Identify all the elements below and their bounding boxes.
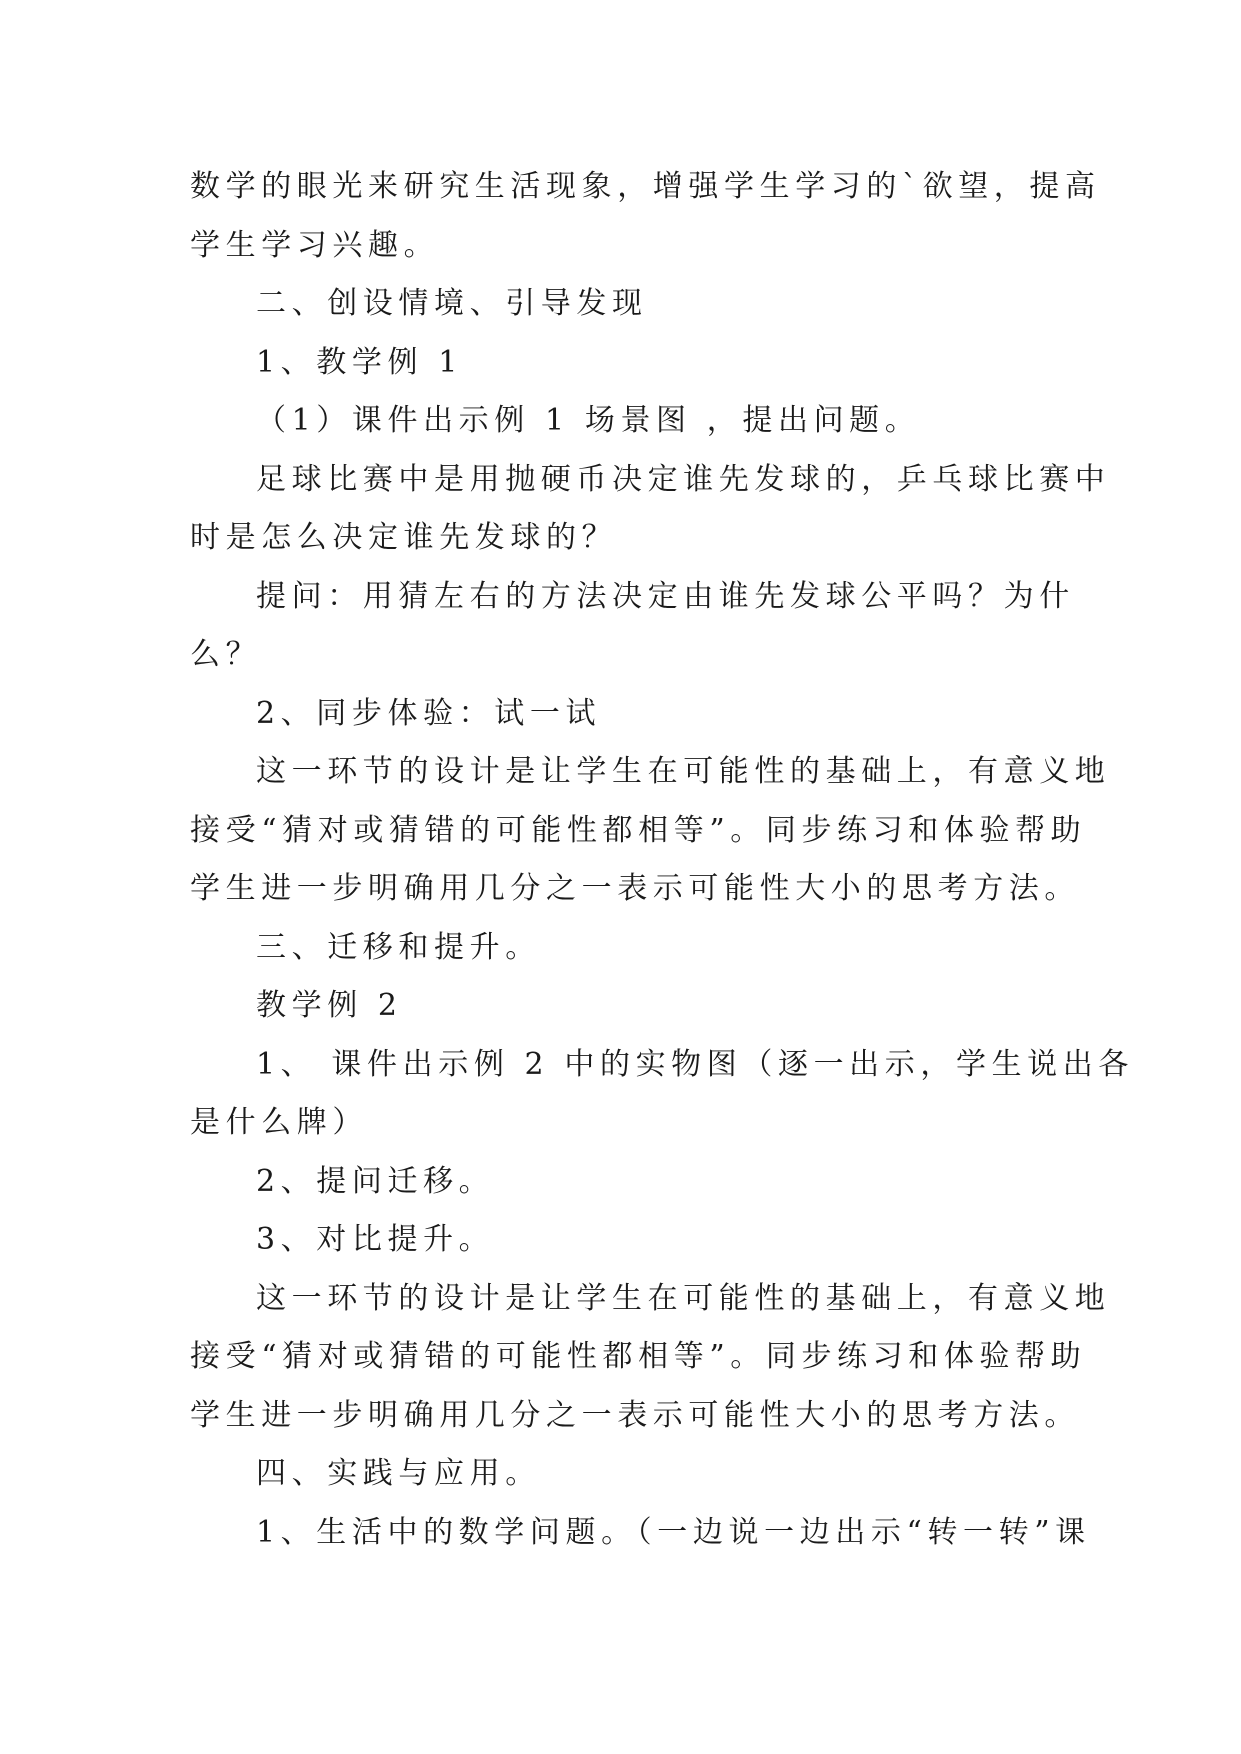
list-item: 1、生活中的数学问题。（一边说一边出示“转一转”课: [256, 1514, 1091, 1550]
document-body: [190, 158, 1134, 1562]
section-heading: 四、实践与应用。: [256, 1456, 541, 1491]
list-item: （1）课件出示例 1 场景图 ，提出问题。: [256, 403, 921, 438]
paragraph-line: 数学的眼光来研究生活现象，增强学生学习的`欲望，提高: [190, 169, 1101, 204]
paragraph-line: 学生进一步明确用几分之一表示可能性大小的思考方法。: [190, 871, 1080, 906]
paragraph-line: 足球比赛中是用抛硬币决定谁先发球的，乒乓球比赛中: [256, 461, 1111, 497]
paragraph-line: 这一环节的设计是让学生在可能性的基础上，有意义地: [256, 1280, 1111, 1316]
subsection-heading: 教学例 2: [256, 988, 403, 1023]
paragraph-line: 这一环节的设计是让学生在可能性的基础上，有意义地: [256, 754, 1111, 789]
paragraph-line: 学生进一步明确用几分之一表示可能性大小的思考方法。: [190, 1397, 1080, 1433]
subsection-heading: 2、同步体验：试一试: [256, 695, 602, 731]
paragraph-line: 是什么牌）: [190, 1105, 368, 1140]
paragraph-line: 学生学习兴趣。: [190, 227, 440, 263]
list-item: 2、提问迁移。: [256, 1163, 495, 1199]
paragraph-line: 接受“猜对或猜错的可能性都相等”。同步练习和体验帮助: [190, 1339, 1087, 1374]
paragraph-line: 么？: [190, 637, 262, 672]
list-item: 1、 课件出示例 2 中的实物图（逐一出示，学生说出各: [256, 1046, 1134, 1082]
list-item: 3、对比提升。: [256, 1222, 495, 1257]
subsection-heading: 1、教学例 1: [256, 344, 463, 380]
paragraph-line: 提问：用猜左右的方法决定由谁先发球公平吗？为什: [256, 578, 1075, 614]
paragraph-line: 时是怎么决定谁先发球的？: [190, 520, 618, 555]
section-heading: 三、迁移和提升。: [256, 929, 541, 965]
paragraph-line: 接受“猜对或猜错的可能性都相等”。同步练习和体验帮助: [190, 812, 1087, 848]
section-heading: 二、创设情境、引导发现: [256, 286, 648, 321]
